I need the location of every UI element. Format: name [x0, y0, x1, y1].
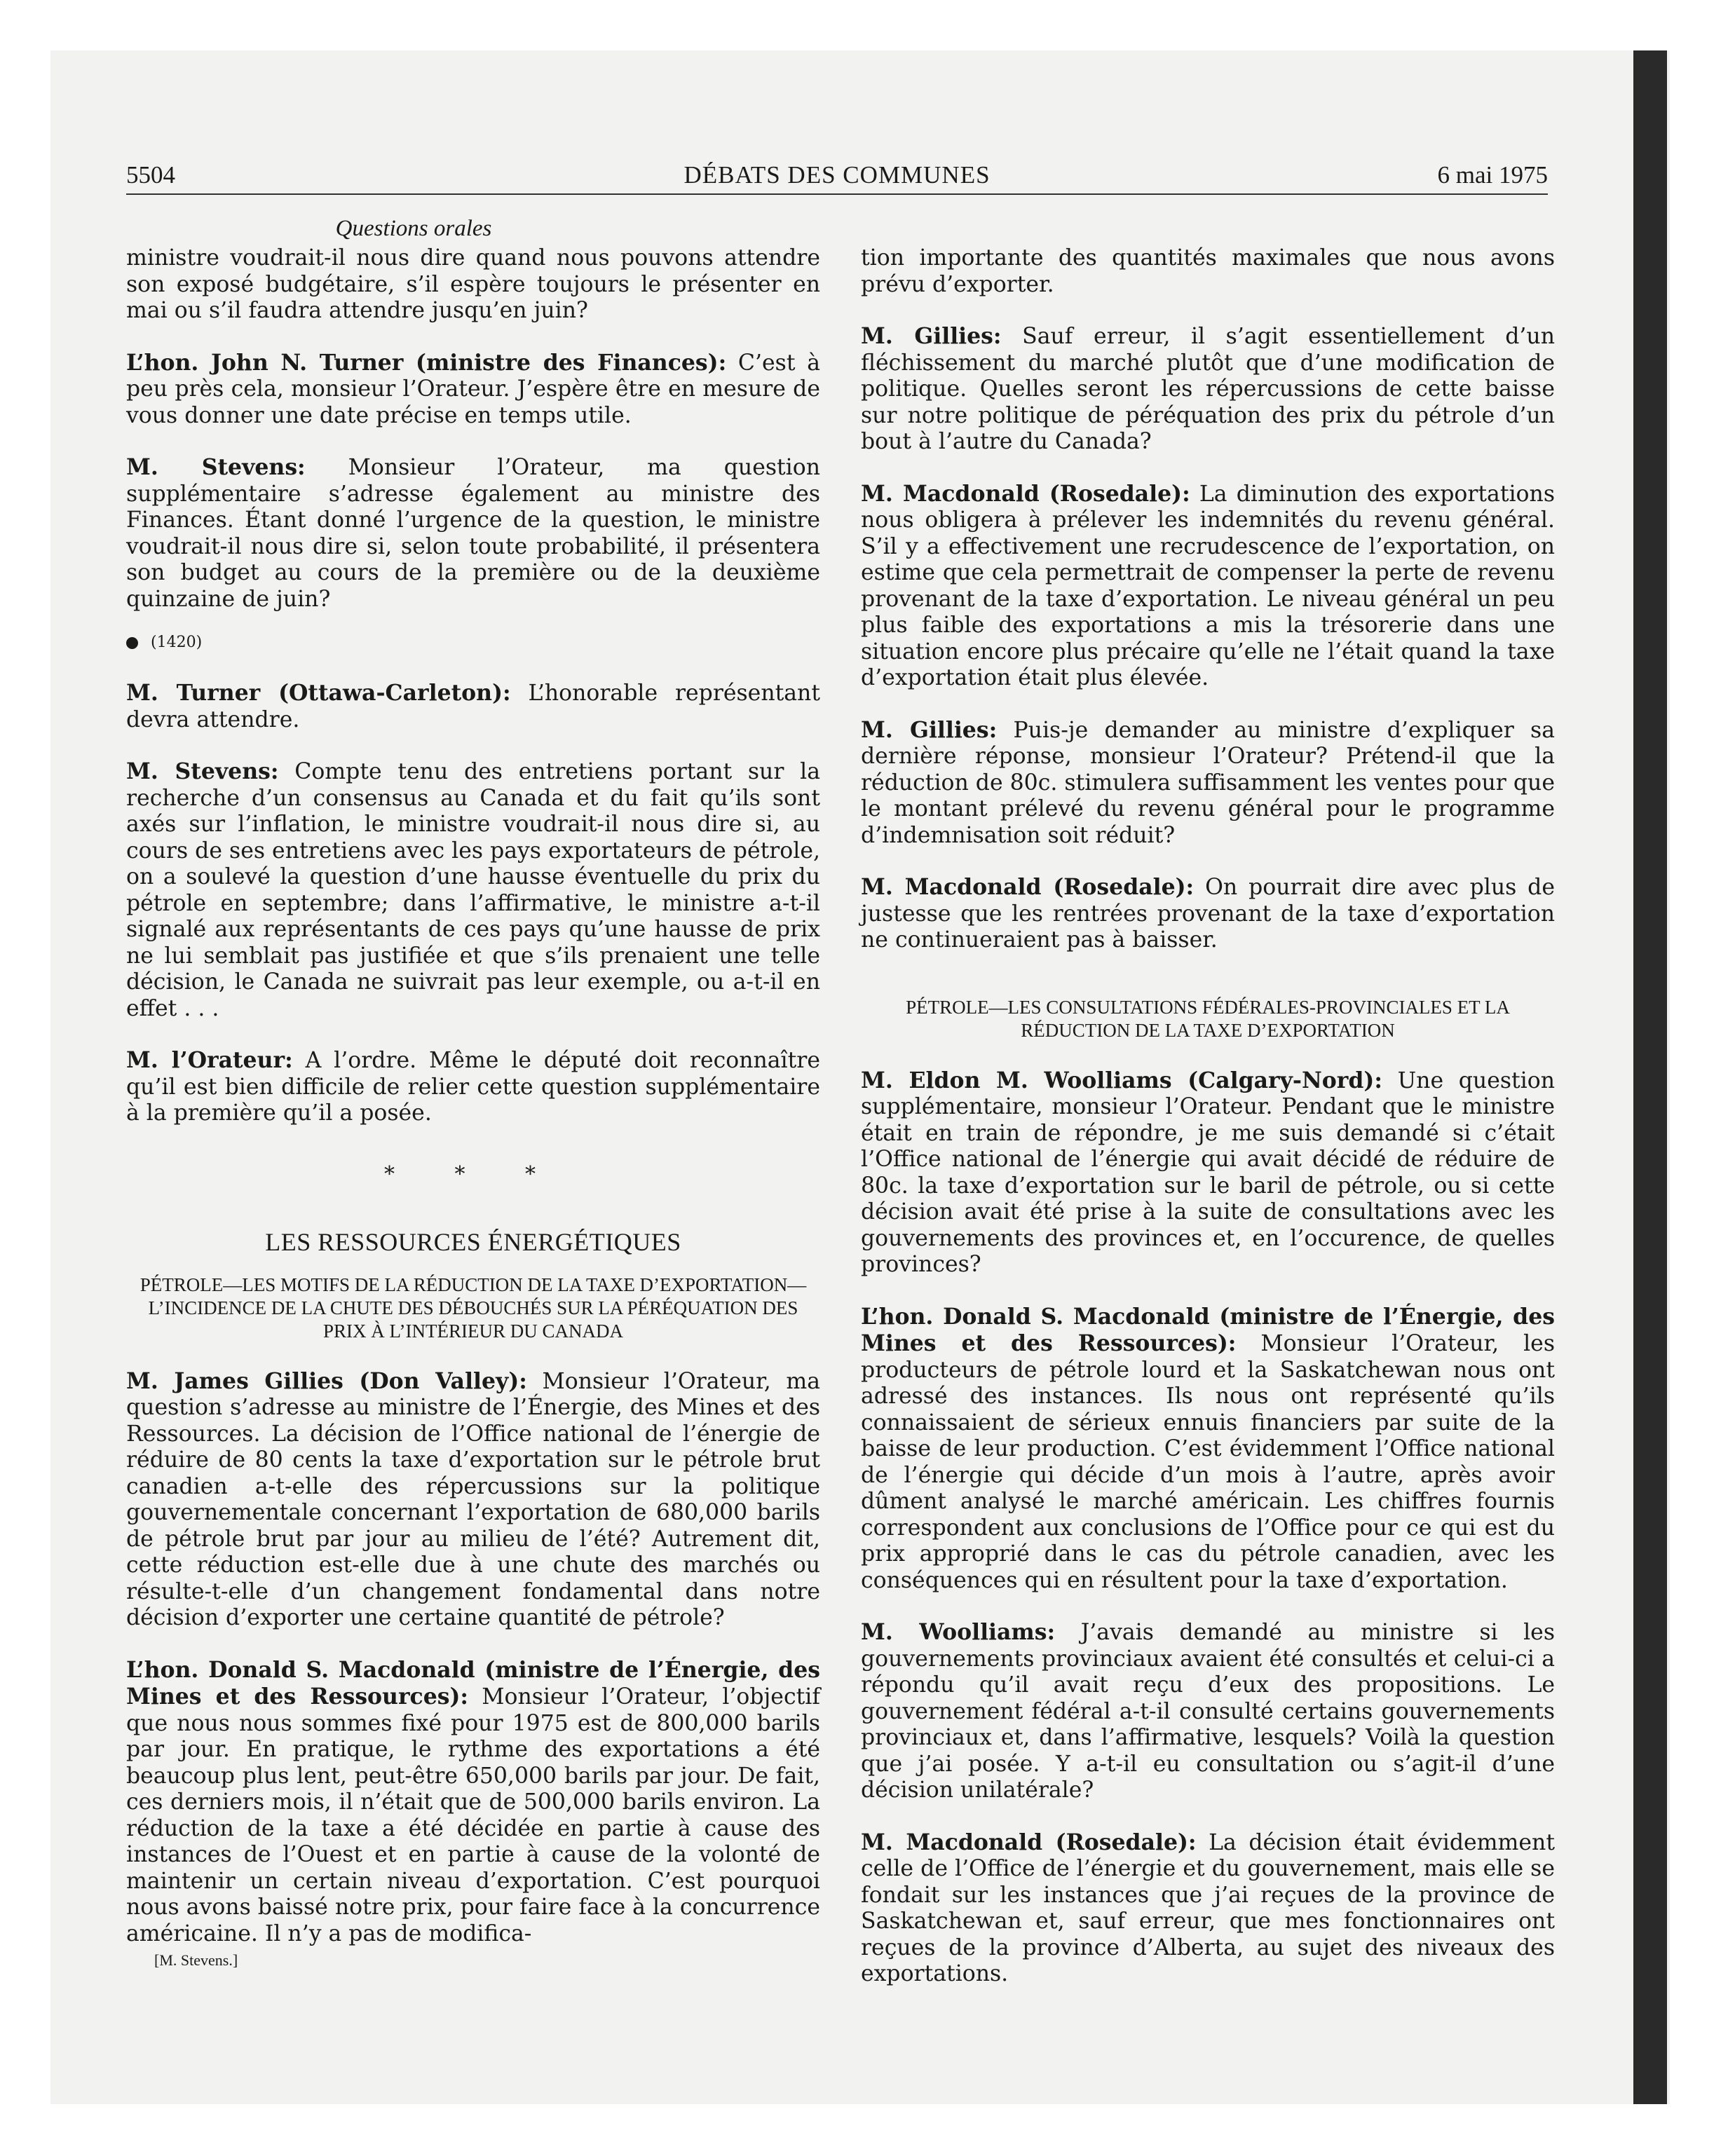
- paragraph: M. Gillies: Sauf erreur, il s’agit essentiellement d’un fléchissement du marché plutôt que d’une modification de politique. Quelles seront les répercussions de cette baisse sur notre politique de péréquation des prix du pétrole d’un bout à l’autre du Canada?: [861, 323, 1555, 454]
- paragraph: M. Turner (Ottawa-Carleton): L’honorable représentant devra attendre.: [126, 680, 820, 732]
- continued-note: [M. Stevens.]: [154, 1951, 238, 1969]
- paragraph: M. Woolliams: J’avais demandé au ministre si les gouvernements provinciaux avaient été consultés et celui-ci a répondu qu’il avait reçu d’eux des propositions. Le gouvernement fédéral a-t-il consulté certains gouvernements provinciaux et, dans l’affirmative, lesquels? Voilà la question que j’ai posée. Y a-t-il eu consultation ou s’agit-il d’une décision unilatérale?: [861, 1619, 1555, 1803]
- speaker: L’hon. John N. Turner (ministre des Finances):: [126, 349, 727, 376]
- page-date: 6 mai 1975: [1437, 161, 1548, 189]
- speaker: M. Gillies:: [861, 716, 998, 743]
- speaker: M. l’Orateur:: [126, 1047, 293, 1073]
- left-column: [126, 245, 820, 1970]
- speaker: M. Woolliams:: [861, 1619, 1056, 1645]
- speaker: M. Macdonald (Rosedale):: [861, 1829, 1197, 1855]
- paragraph: M. Stevens: Monsieur l’Orateur, ma question supplémentaire s’adresse également au ministre des Finances. Étant donné l’urgence de la question, le ministre voudrait-il nous dire si, selon toute probabilité, il présentera son budget au cours de la première ou de la deuxième quinzaine de juin?: [126, 454, 821, 612]
- paragraph: L’hon. John N. Turner (ministre des Finances): C’est à peu près cela, monsieur l’Orateur. J’espère être en mesure de vous donner une date précise en temps utile.: [126, 349, 820, 428]
- paragraph: M. l’Orateur: A l’ordre. Même le député doit reconnaître qu’il est bien difficile de relier cette question supplémentaire à la première qu’il a posée.: [126, 1047, 820, 1126]
- paragraph: M. Gillies: Puis-je demander au ministre d’expliquer sa dernière réponse, monsieur l’Orateur? Prétend-il que la réduction de 80c. stimulera suffisamment les ventes pour que le montant prélevé du revenu général pour le programme d’indemnisation soit réduit?: [861, 716, 1555, 848]
- speaker: M. Stevens:: [126, 454, 306, 480]
- paragraph: M. Eldon M. Woolliams (Calgary-Nord): Une question supplémentaire, monsieur l’Orateur. Pendant que le ministre était en train de répondre, je me suis demandé si c’était l’Office national de l’énergie qui avait décidé de réduire de 80c. la taxe d’exportation sur le baril de pétrole, ou si cette décision avait été prise à la suite de consultations avec les gouvernements des provinces et, en l’occurence, de quelles provinces?: [861, 1067, 1555, 1277]
- subheading: PÉTROLE—LES CONSULTATIONS FÉDÉRALES-PROVINCIALES ET LA RÉDUCTION DE LA TAXE D’EXPORTATION: [906, 996, 1510, 1041]
- paragraph: L’hon. Donald S. Macdonald (ministre de l’Énergie, des Mines et des Ressources): Monsieur l’Orateur, les producteurs de pétrole lourd et la Saskatchewan nous ont adressé des instances. Ils nous ont représenté qu’ils connaissaient de sérieux ennuis financiers par suite de la baisse de leur production. C’est évidemment l’Office national de l’énergie qui décide d’un mois à l’autre, après avoir dûment analysé le marché américain. Les chiffres fournis correspondent aux conclusions de l’Office pour ce qui est du prix approprié dans le cas du pétrole canadien, avec les conséquences qui en résultent pour la taxe d’exportation.: [861, 1303, 1555, 1593]
- speaker: M. Stevens:: [126, 758, 279, 784]
- speaker: M. Gillies:: [861, 323, 1002, 349]
- paragraph: L’hon. Donald S. Macdonald (ministre de l’Énergie, des Mines et des Ressources): Monsieur l’Orateur, l’objectif que nous nous sommes fixé pour 1975 est de 800,000 barils par jour. En pratique, le rythme des exportations a été beaucoup plus lent, peut-être 650,000 barils par jour. De fait, ces derniers mois, il n’était que de 500,000 barils environ. La réduction de la taxe a été décidée en partie à cause des instances de l’Ouest et en partie à cause de la volonté de maintenir un certain niveau d’exportation. C’est pourquoi nous avons baissé notre prix, pour faire face à la concurrence américaine. Il n’y a pas de modifica-: [126, 1656, 820, 1946]
- paragraph: ministre voudrait-il nous dire quand nous pouvons attendre son exposé budgétaire, s’il espère toujours le présenter en mai ou s’il faudra attendre jusqu’en juin?: [126, 245, 820, 323]
- speaker: M. Turner (Ottawa-Carleton):: [126, 680, 511, 706]
- bullet-icon: [126, 637, 138, 649]
- section-heading: LES RESSOURCES ÉNERGÉTIQUES: [265, 1227, 681, 1256]
- page-header: [126, 160, 1548, 195]
- paragraph: M. Macdonald (Rosedale): On pourrait dire avec plus de justesse que les rentrées provenant de la taxe d’exportation ne continueraient pas à baisser.: [861, 874, 1555, 953]
- speaker: L’hon. Donald S. Macdonald (ministre de l’Énergie, des Mines et des Ressources):: [126, 1656, 820, 1710]
- paragraph: tion importante des quantités maximales que nous avons prévu d’exporter.: [861, 245, 1555, 297]
- speaker: M. Eldon M. Woolliams (Calgary-Nord):: [861, 1067, 1382, 1093]
- paragraph: M. James Gillies (Don Valley): Monsieur l’Orateur, ma question s’adresse au ministre de l’Énergie, des Mines et des Ressources. La décision de l’Office national de l’énergie de réduire de 80 cents la taxe d’exportation sur le pétrole brut canadien a-t-elle des répercussions sur la politique gouvernementale concernant l’exportation de 680,000 barils de pétrole brut par jour au milieu de l’été? Autrement dit, cette réduction est-elle due à une chute des marchés ou résulte-t-elle d’un changement fondamental dans notre décision d’exporter une certaine quantité de pétrole?: [126, 1367, 820, 1630]
- publication-title: DÉBATS DES COMMUNES: [683, 161, 991, 189]
- paragraph: M. Macdonald (Rosedale): La décision était évidemment celle de l’Office de l’énergie et du gouvernement, mais elle se fondait sur les instances que j’ai reçues de la province de Saskatchewan et, sauf erreur, que mes fonctionnaires ont reçues de la province d’Alberta, au sujet des niveaux des exportations.: [861, 1829, 1555, 1986]
- speaker: M. Macdonald (Rosedale):: [861, 874, 1195, 900]
- subheading: PÉTROLE—LES MOTIFS DE LA RÉDUCTION DE LA TAXE D’EXPORTATION—L’INCIDENCE DE LA CHUTE DES DÉBOUCHÉS SUR LA PÉRÉQUATION DES PRIX À L’INTÉRIEUR DU CANADA: [140, 1274, 807, 1342]
- speaker: L’hon. Donald S. Macdonald (ministre de l’Énergie, des Mines et des Ressources):: [861, 1303, 1555, 1356]
- paragraph: M. Macdonald (Rosedale): La diminution des exportations nous obligera à prélever les indemnités du revenu général. S’il y a effectivement une recrudescence de l’exportation, on estime que cela permettrait de compenser la perte de revenu provenant de la taxe d’exportation. Le niveau général un peu plus faible des exportations a mis la trésorerie dans une situation encore plus précaire qu’elle ne l’était quand la taxe d’exportation était plus élevée.: [861, 480, 1555, 690]
- scan-edge: [1633, 50, 1667, 2104]
- speaker: M. Macdonald (Rosedale):: [861, 480, 1190, 507]
- page-number: 5504: [126, 161, 175, 189]
- section-separator: * * *: [383, 1161, 563, 1187]
- speaker: M. James Gillies (Don Valley):: [126, 1367, 527, 1394]
- paragraph: M. Stevens: Compte tenu des entretiens portant sur la recherche d’un consensus au Canada et du fait qu’ils sont axés sur l’inflation, le ministre voudrait-il nous dire si, au cours de ses entretiens avec les pays exportateurs de pétrole, on a soulevé la question d’une hausse éventuelle du prix du pétrole en septembre; dans l’affirmative, le ministre a-t-il signalé aux représentants de ces pays qu’une hausse de prix ne lui semblait pas justifiée et que s’ils prenaient une telle décision, le Canada ne suivrait pas leur exemple, ou a-t-il en effet . . .: [126, 758, 820, 1021]
- time-marker: (1420): [126, 632, 820, 653]
- section-tag: Questions orales: [335, 216, 492, 241]
- right-column: [861, 245, 1555, 2013]
